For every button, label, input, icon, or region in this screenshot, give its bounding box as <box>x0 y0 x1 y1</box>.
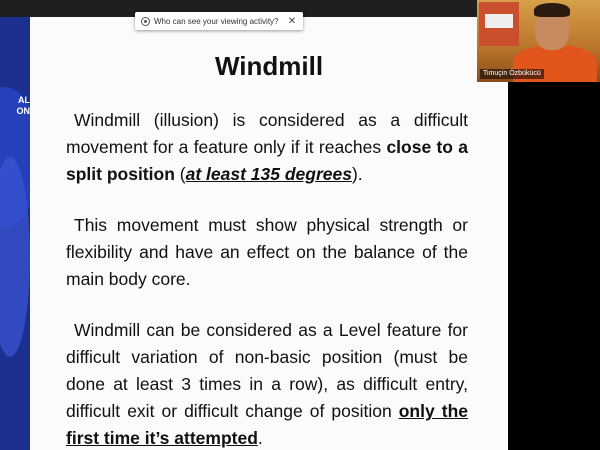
slide-content <box>30 17 508 450</box>
slide-title: Windmill <box>214 51 324 81</box>
eye-icon <box>141 17 150 26</box>
right-panel <box>508 82 600 450</box>
paragraph-1-bold: close to a split position <box>66 137 468 184</box>
paragraph-2-text: This movement must show physical strength or flexibility and have an effect on the balance of the main body core. <box>66 215 468 289</box>
brand-strip <box>0 17 30 450</box>
close-icon[interactable]: ✕ <box>287 15 297 27</box>
viewing-activity-notification[interactable] <box>135 12 303 30</box>
paragraph-3-intro: Windmill can be considered as a Level feature for difficult variation of non-basic position (must be done at least 3 times in a row), as difficult entry, difficult exit or difficult change of position <box>66 320 468 421</box>
paragraph-1 <box>66 107 468 188</box>
video-poster <box>479 2 519 46</box>
participant-name: Timuçin Özbükücü <box>480 69 544 79</box>
paragraph-2 <box>66 212 468 293</box>
paragraph-1-emphasis: at least 135 degrees <box>185 164 352 184</box>
paragraph-3 <box>66 317 468 450</box>
paragraph-1-close: ). <box>351 164 363 184</box>
paragraph-3-end: . <box>257 428 263 448</box>
presentation-slide <box>0 17 508 450</box>
notification-message[interactable]: Who can see your viewing activity? <box>154 16 279 26</box>
video-person-hair <box>534 3 570 17</box>
brand-logo-text <box>0 95 30 117</box>
brand-logo-line-1: AL <box>18 95 30 105</box>
brand-logo-line-2: ON <box>16 106 30 116</box>
paragraph-1-intro: Windmill (illusion) is considered as a difficult movement for a feature only if it reaches <box>66 110 468 157</box>
paragraph-3-emphasis: only the first time it’s attempted <box>66 401 469 448</box>
participant-video-tile[interactable] <box>477 0 600 82</box>
paragraph-1-open: ( <box>174 164 186 184</box>
